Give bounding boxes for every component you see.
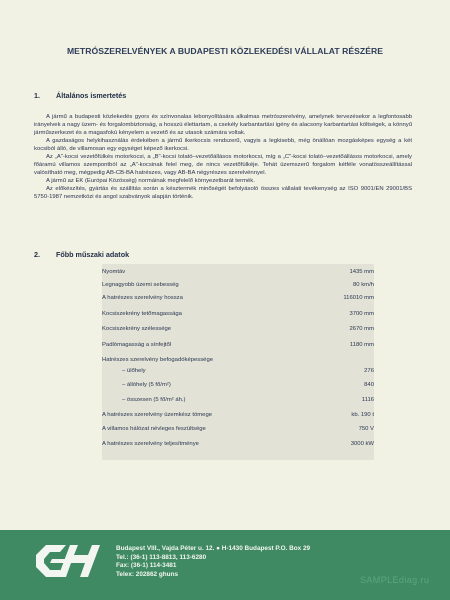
spec-value: 1180 mm bbox=[349, 342, 374, 348]
spec-value: 750 V bbox=[358, 426, 374, 432]
spec-label: A villamos hálózat névleges feszültsége bbox=[102, 426, 206, 432]
spec-row-seats bbox=[102, 366, 374, 376]
spec-label: – összesen (5 fő/m² áh.) bbox=[122, 397, 186, 403]
spec-capacity-heading: Hatrészes szerelvény befogadóképessége bbox=[102, 357, 214, 363]
spec-value: 80 km/h bbox=[353, 282, 374, 288]
spec-label: Kocsiszekrény tetőmagassága bbox=[102, 311, 182, 317]
spec-value: 116010 mm bbox=[343, 295, 374, 301]
spec-row-width bbox=[102, 324, 374, 334]
spec-row-floor-height bbox=[102, 340, 374, 350]
phone-line: Tel.: (36-1) 113-8813, 113-6280 bbox=[116, 553, 207, 561]
spec-row-standing bbox=[102, 380, 374, 390]
telex-line: Telex: 202862 ghuns bbox=[116, 570, 179, 578]
spec-label: Nyomtáv bbox=[102, 269, 126, 275]
section-2-label: Főbb műszaki adatok bbox=[56, 250, 130, 259]
spec-row-voltage bbox=[102, 424, 374, 434]
spec-value: 3700 mm bbox=[349, 311, 374, 317]
spec-row-max-speed bbox=[102, 280, 374, 290]
section-1-label: Általános ismertetés bbox=[56, 91, 127, 100]
spec-label: Kocsiszekrény szélessége bbox=[102, 326, 172, 332]
spec-row-power bbox=[102, 439, 374, 449]
spec-value: 1116 bbox=[361, 397, 374, 403]
spec-label: Padlómagasság a sínfejtől bbox=[102, 342, 172, 348]
section-1-number: 1. bbox=[34, 91, 40, 100]
section-2-number: 2. bbox=[34, 250, 40, 259]
paragraph: Az előkészítés, gyártás és szállítás során a késztermék minőségét befolyásoló összes vállalati tevékenység az ISO 9001/EN 29001/BS 5750-1987 nemzetközi és angol szabványok alapján történik. bbox=[34, 186, 412, 201]
paragraph: A jármű az EK (Európai Közösség) normáinak megfelelő környezetbarát termék. bbox=[46, 178, 255, 185]
paragraph: Az „A"-kocsi vezetőfülkés motorkocsi, a „B"-kocsi tolató–vezetőállásos motorkocsi, míg a „C"-kocsi tolató–vezetőállásos motorkocsi, amely főáramú villamos szempontból az „A"-kocsinak felel meg, de nincs vezetőfülkéje. Tehát üzemszerű forgalom kétféle vonatösszeállítással valósítható meg, mégpedig AB-CB-BA hatrészes, vagy AB-BA négyrészes szerelvénnyel. bbox=[34, 154, 412, 177]
spec-row-length bbox=[102, 293, 374, 303]
watermark: SAMPLEdiag.ru bbox=[360, 575, 430, 585]
document-title: METRÓSZERELVÉNYEK A BUDAPESTI KÖZLEKEDÉSI VÁLLALAT RÉSZÉRE bbox=[66, 46, 384, 56]
address-line: Budapest VIII., Vajda Péter u. 12. ● H-1430 Budapest P.O. Box 29 bbox=[116, 545, 311, 552]
paragraph: A gazdaságos helykihasználás érdekében a jármű ikerkocsis rendszerű, vagyis a legkisebb, még önállóan mozgásképes egység a két kocsiból álló, de villamosan egy egységet képező ikerkocsi. bbox=[34, 138, 412, 153]
spec-row-empty-mass bbox=[102, 410, 374, 420]
footer-address bbox=[116, 545, 310, 579]
paragraph: A jármű a budapesti közlekedés gyors és színvonalas lebonyolítására alkalmas metrószerelvény, amelynek tervezésekor a legfontosabb irányelvek a nagy üzem- és forgalombiztonság, a hosszú élettartam, a csekély karbantartási igény és alacsony karbantartási költségek, a könnyű járműszerkezet és a magasfokú kényelem a vezető és az utasok számára voltak. bbox=[34, 114, 412, 137]
spec-label: A hatrészes szerelvény hossza bbox=[102, 295, 183, 301]
spec-label: A hatrészes szerelvény teljesítménye bbox=[102, 441, 199, 447]
spec-value: 276 bbox=[364, 368, 374, 374]
intro-text bbox=[34, 113, 412, 202]
spec-label: Legnagyobb üzemi sebesség bbox=[102, 282, 179, 288]
spec-label: – állóhely (5 fő/m²) bbox=[122, 382, 171, 388]
company-logo-icon bbox=[32, 541, 104, 581]
spec-row-roof-height bbox=[102, 309, 374, 319]
spec-value: 840 bbox=[364, 382, 374, 388]
spec-value: 3000 kW bbox=[350, 441, 374, 447]
spec-value: 2670 mm bbox=[349, 326, 374, 332]
spec-label: – ülőhely bbox=[122, 368, 146, 374]
fax-line: Fax: (36-1) 114-3481 bbox=[116, 562, 177, 569]
spec-value: 1435 mm bbox=[349, 269, 374, 275]
spec-value: kb. 190 t bbox=[351, 412, 374, 418]
spec-row-total bbox=[102, 395, 374, 405]
spec-row-gauge bbox=[102, 267, 374, 277]
spec-label: A hatrészes szerelvény üzemkész tömege bbox=[102, 412, 213, 418]
